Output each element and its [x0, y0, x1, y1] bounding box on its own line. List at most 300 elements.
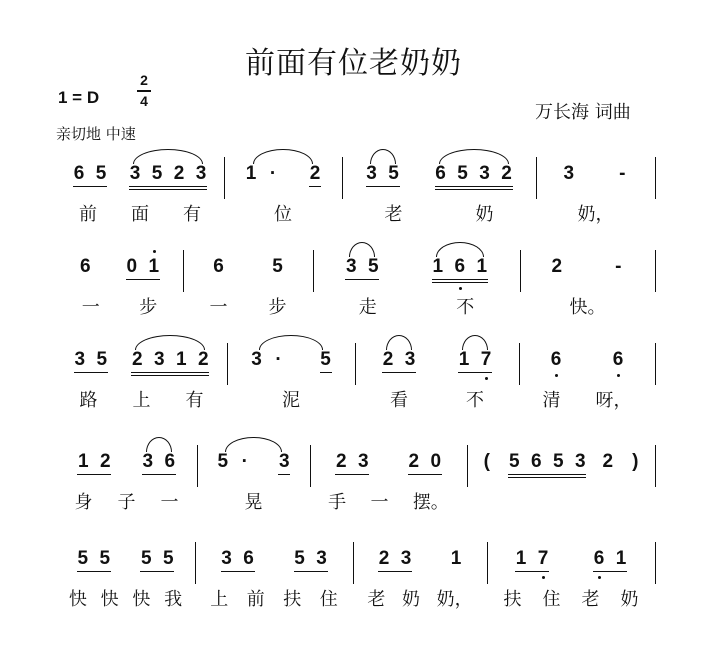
note-group — [221, 548, 255, 572]
measure — [203, 451, 304, 541]
note-value: 2 — [309, 163, 321, 184]
underline — [320, 372, 332, 373]
time-signature-bottom: 4 — [140, 93, 148, 109]
note-value: 1 — [77, 451, 89, 472]
underline — [335, 474, 369, 475]
slur-arc — [146, 437, 172, 452]
measure-notes — [62, 548, 189, 578]
note — [550, 349, 562, 371]
note-group — [551, 256, 563, 280]
note — [153, 349, 165, 371]
note-value: 5 — [217, 451, 229, 472]
underline — [129, 186, 207, 187]
note — [162, 548, 174, 570]
note-value: 2 — [378, 548, 390, 569]
note-value: 6 — [73, 163, 85, 184]
note — [615, 548, 627, 570]
note-value: 1 — [175, 349, 187, 370]
note-value: 3 — [563, 163, 575, 184]
note-group — [245, 163, 279, 187]
note-value: 7 — [480, 349, 492, 370]
low-octave-dot — [617, 374, 620, 377]
barline — [655, 343, 656, 385]
lyric-char: 住 — [542, 589, 561, 610]
lyrics — [319, 293, 514, 319]
lyric-char: 一 — [209, 297, 228, 318]
note-value: 6 — [243, 548, 254, 569]
lyrics — [62, 488, 191, 514]
note — [273, 349, 285, 371]
note-group — [593, 548, 627, 572]
note-group — [320, 349, 332, 373]
note-value: 0 — [430, 451, 442, 472]
note-value: 3 — [366, 163, 377, 184]
note-value: 5 — [151, 163, 163, 184]
barline — [355, 343, 356, 385]
note-group — [77, 548, 111, 572]
note — [267, 163, 279, 185]
note — [366, 163, 378, 185]
lyrics — [493, 585, 649, 611]
measure — [201, 548, 347, 638]
measure-notes — [526, 256, 649, 286]
note-value: 3 — [221, 548, 232, 569]
note — [357, 451, 369, 473]
note-group — [79, 256, 91, 280]
barline — [536, 157, 537, 199]
lyric-char: 位 — [274, 204, 292, 225]
note — [278, 451, 290, 473]
note — [481, 451, 493, 473]
score-line — [56, 548, 660, 638]
underline — [593, 571, 627, 572]
note — [95, 163, 107, 185]
barline — [519, 343, 520, 385]
measure — [233, 349, 349, 439]
note-value: 6 — [454, 256, 466, 277]
lyrics — [201, 585, 347, 611]
note-value: 5 — [320, 349, 331, 370]
note — [593, 548, 605, 570]
underline — [366, 186, 400, 187]
lyric-char: 面 — [131, 204, 149, 225]
lyrics — [542, 200, 649, 226]
lyric-char: 扶 — [283, 589, 302, 610]
high-octave-dot — [153, 250, 156, 253]
note — [476, 256, 488, 278]
measure-notes — [62, 451, 191, 481]
note-value: · — [241, 451, 248, 472]
note — [388, 163, 400, 185]
note — [140, 548, 152, 570]
note-value: 3 — [316, 548, 327, 569]
measure — [62, 451, 191, 541]
underline — [140, 571, 174, 572]
note — [574, 451, 586, 473]
slur-arc — [370, 149, 396, 164]
underline — [77, 474, 111, 475]
score-line — [56, 451, 660, 541]
note — [537, 548, 549, 570]
note-value: ) — [632, 451, 639, 472]
measure-notes — [62, 163, 218, 193]
lyric-char: 前 — [79, 204, 97, 225]
note-value: 1 — [476, 256, 488, 277]
note — [458, 349, 470, 371]
note-value: 2 — [501, 163, 512, 184]
note-group — [432, 256, 488, 280]
measure — [348, 163, 530, 253]
note-value: 3 — [278, 451, 290, 472]
lyric-char: 看 — [390, 390, 408, 411]
note-value: 5 — [552, 451, 564, 472]
note — [197, 349, 209, 371]
underline — [131, 372, 209, 373]
underline — [73, 186, 107, 187]
note-value: 1 — [450, 548, 462, 569]
note-group — [73, 163, 107, 187]
score-line — [56, 349, 660, 439]
note — [148, 256, 160, 278]
note — [213, 256, 225, 278]
note — [551, 256, 563, 278]
measure — [493, 548, 649, 638]
note-value: 3 — [153, 349, 165, 370]
note — [335, 451, 347, 473]
note — [432, 256, 444, 278]
underline — [74, 372, 108, 373]
lyrics — [359, 585, 481, 611]
barline — [655, 542, 656, 584]
note — [294, 548, 306, 570]
note-value: 5 — [140, 548, 152, 569]
lyric-char: 我 — [164, 589, 183, 610]
lyrics — [526, 293, 649, 319]
note — [126, 256, 138, 278]
underline — [77, 571, 111, 572]
measure — [62, 349, 221, 439]
lyric-char: 路 — [79, 390, 98, 411]
low-octave-dot — [485, 377, 488, 380]
underline — [432, 279, 488, 280]
note — [239, 451, 251, 473]
note-value: 1 — [432, 256, 444, 277]
lyric-char: 一 — [81, 297, 100, 318]
lyric-char: 快 — [132, 589, 151, 610]
note-value: 6 — [530, 451, 542, 472]
lyric-char: 老 — [367, 589, 386, 610]
note-value: 6 — [79, 256, 91, 277]
lyric-char: 泥 — [282, 390, 300, 411]
lyric-char: 晃 — [244, 492, 263, 513]
note-group — [508, 451, 586, 475]
underline — [432, 282, 488, 283]
score-line — [56, 256, 660, 346]
underline — [378, 571, 412, 572]
note-value: 3 — [357, 451, 369, 472]
lyric-char: 身 — [74, 492, 93, 513]
measure-notes — [230, 163, 336, 193]
note-value: 3 — [251, 349, 262, 370]
measure-notes — [542, 163, 649, 193]
note-value: 2 — [551, 256, 563, 277]
note-group — [378, 548, 412, 572]
note — [217, 451, 229, 473]
underline — [129, 189, 207, 190]
note-value: 6 — [612, 349, 624, 370]
note — [450, 548, 462, 570]
note — [79, 256, 91, 278]
note-group — [612, 349, 624, 373]
barline — [655, 157, 656, 199]
author-credit: 万长海 词曲 — [535, 102, 631, 123]
barline — [310, 445, 311, 487]
note-value: · — [269, 163, 277, 184]
note-value: 1 — [245, 163, 257, 184]
note-value: 2 — [382, 349, 394, 370]
note-group — [382, 349, 416, 373]
note — [129, 163, 141, 185]
note-group — [129, 163, 207, 187]
note-group — [217, 451, 251, 475]
lyric-char: 住 — [319, 589, 338, 610]
note-value: 5 — [95, 163, 107, 184]
note — [245, 163, 257, 185]
underline — [435, 189, 513, 190]
underline — [508, 474, 586, 475]
measure-notes — [233, 349, 349, 379]
lyric-char: 不 — [456, 297, 475, 318]
lyric-char: 奶 — [401, 589, 420, 610]
barline — [655, 445, 656, 487]
note-group — [481, 451, 493, 475]
underline — [278, 474, 290, 475]
note-value: 0 — [126, 256, 138, 277]
measure — [473, 451, 649, 541]
measure — [62, 548, 189, 638]
note — [243, 548, 255, 570]
key-signature: 1 = D — [58, 88, 100, 107]
note-value: 6 — [593, 548, 605, 569]
lyrics — [62, 293, 177, 319]
lyrics — [233, 386, 349, 412]
lyric-char: 子 — [117, 492, 136, 513]
underline — [382, 372, 416, 373]
slur-arc — [225, 437, 282, 452]
low-octave-dot — [555, 374, 558, 377]
lyric-char: 不 — [466, 390, 484, 411]
note — [173, 163, 185, 185]
lyrics — [203, 488, 304, 514]
note — [99, 451, 111, 473]
note — [408, 451, 420, 473]
note-group — [515, 548, 549, 572]
note-value: 5 — [294, 548, 305, 569]
note — [501, 163, 513, 185]
note — [367, 256, 379, 278]
note-value: 1 — [615, 548, 627, 569]
slur-arc — [253, 149, 312, 164]
note — [142, 451, 154, 473]
note-group — [213, 256, 225, 280]
note-value: 3 — [574, 451, 586, 472]
note-value: 3 — [195, 163, 207, 184]
note-value: 3 — [345, 256, 357, 277]
note — [430, 451, 442, 473]
lyric-char: 奶， — [436, 589, 473, 610]
barline — [467, 445, 468, 487]
measure-notes — [493, 548, 649, 578]
measure — [359, 548, 481, 638]
lyric-char: 老 — [581, 589, 600, 610]
note-value: 2 — [602, 451, 614, 472]
note-group — [450, 548, 462, 572]
lyric-char: 老 — [384, 204, 403, 225]
note — [345, 256, 357, 278]
lyric-char: 扶 — [503, 589, 522, 610]
note-value: 6 — [164, 451, 176, 472]
note — [131, 349, 143, 371]
note-value: - — [615, 256, 622, 277]
lyric-char: 奶 — [620, 589, 639, 610]
note — [164, 451, 176, 473]
note — [602, 451, 614, 473]
note-value: 5 — [457, 163, 468, 184]
lyrics — [62, 200, 218, 226]
note — [480, 349, 492, 371]
note — [221, 548, 233, 570]
barline — [224, 157, 225, 199]
note — [454, 256, 466, 278]
lyrics — [62, 386, 221, 412]
note — [457, 163, 469, 185]
measure — [189, 256, 307, 346]
lyric-char: 步 — [268, 297, 287, 318]
lyrics — [525, 386, 649, 412]
note — [77, 451, 89, 473]
note — [320, 349, 332, 371]
measure-notes — [525, 349, 649, 379]
measure-notes — [203, 451, 304, 481]
note-value: 5 — [99, 548, 111, 569]
lyric-char: 奶 — [475, 204, 494, 225]
measure-notes — [361, 349, 513, 379]
note-group — [629, 451, 641, 475]
note — [515, 548, 527, 570]
lyric-char: 有 — [185, 390, 204, 411]
note-value: 3 — [129, 163, 141, 184]
measure — [525, 349, 649, 439]
slur-arc — [439, 149, 509, 164]
lyric-char: 前 — [246, 589, 265, 610]
slur-arc — [133, 149, 203, 164]
note — [151, 163, 163, 185]
barline — [195, 542, 196, 584]
measure-notes — [359, 548, 481, 578]
note-value: 3 — [479, 163, 490, 184]
note-group — [272, 256, 284, 280]
measure-notes — [316, 451, 461, 481]
underline — [294, 571, 328, 572]
note — [508, 451, 520, 473]
lyric-char: 一 — [160, 492, 179, 513]
note-value: 3 — [74, 349, 86, 370]
barline — [313, 250, 314, 292]
note-value: 5 — [272, 256, 283, 277]
note-group — [309, 163, 321, 187]
note-value: 6 — [213, 256, 224, 277]
note-value: ( — [483, 451, 490, 472]
note — [435, 163, 447, 185]
note-value: 6 — [435, 163, 446, 184]
note-group — [251, 349, 285, 373]
note-group — [435, 163, 513, 187]
measure — [526, 256, 649, 346]
lyric-char: 清 — [542, 390, 561, 411]
measure — [361, 349, 513, 439]
note — [629, 451, 641, 473]
measure-notes — [348, 163, 530, 193]
note-group — [602, 451, 614, 475]
note — [99, 548, 111, 570]
note-value: 2 — [131, 349, 143, 370]
lyric-char: 步 — [139, 297, 158, 318]
lyric-char: 上 — [210, 589, 229, 610]
barline — [227, 343, 228, 385]
note-group — [142, 451, 176, 475]
lyric-char: 快。 — [569, 297, 606, 318]
measure — [62, 256, 177, 346]
lyric-char: 有 — [183, 204, 201, 225]
lyrics — [62, 585, 189, 611]
note-group — [294, 548, 328, 572]
note-value: 5 — [77, 548, 89, 569]
lyric-char: 呀， — [595, 390, 632, 411]
note-value: 5 — [508, 451, 520, 472]
note — [404, 349, 416, 371]
note-value: 2 — [335, 451, 347, 472]
measure — [542, 163, 649, 253]
barline — [183, 250, 184, 292]
note-value: 3 — [404, 349, 416, 370]
note-group — [616, 163, 628, 187]
barline — [520, 250, 521, 292]
note — [96, 349, 108, 371]
note-value: · — [275, 349, 282, 370]
note — [251, 349, 263, 371]
note — [563, 163, 575, 185]
note — [272, 256, 284, 278]
lyric-char: 一 — [370, 492, 389, 513]
measure — [230, 163, 336, 253]
note — [309, 163, 321, 185]
note-value: 2 — [173, 163, 185, 184]
underline — [131, 375, 209, 376]
underline — [515, 571, 549, 572]
underline — [408, 474, 442, 475]
underline — [221, 571, 255, 572]
note-value: 1 — [515, 548, 527, 569]
measure — [316, 451, 461, 541]
note-value: 7 — [537, 548, 549, 569]
measure-notes — [62, 349, 221, 379]
note — [195, 163, 207, 185]
lyrics — [230, 200, 336, 226]
lyric-char: 上 — [132, 390, 151, 411]
low-octave-dot — [459, 287, 462, 290]
note-group — [278, 451, 290, 475]
note — [530, 451, 542, 473]
